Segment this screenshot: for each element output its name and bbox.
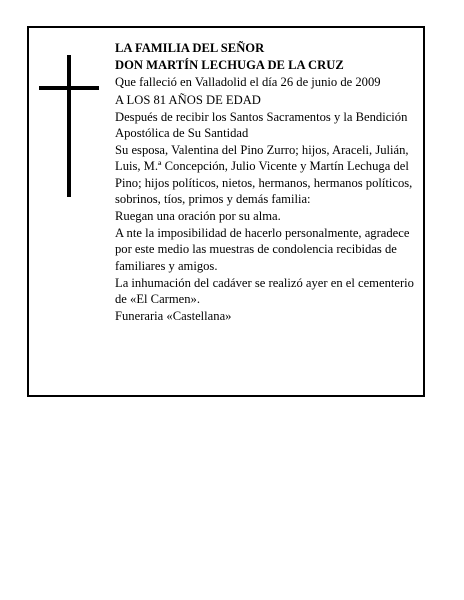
funeral-home: Funeraria «Castellana» (115, 309, 232, 324)
age-line: A LOS 81 AÑOS DE EDAD (115, 92, 261, 107)
death-info: Que falleció en Valladolid el día 26 de junio de 2009 (115, 75, 381, 90)
title-line-2: DON MARTÍN LECHUGA DE LA CRUZ (115, 58, 344, 73)
prayer-line: Ruegan una oración por su alma. (115, 209, 281, 224)
obituary-text (115, 40, 415, 325)
thanks-paragraph: A nte la imposibilidad de hacerlo personalmente, agradece por este medio las muestras de condolencia recibidas de familiares y amigos. (115, 226, 410, 273)
title-line-1: LA FAMILIA DEL SEÑOR (115, 41, 265, 55)
burial-paragraph: La inhumación del cadáver se realizó ayer en el cementerio de «El Carmen». (115, 275, 414, 307)
cross-horizontal-bar (39, 86, 99, 90)
family-paragraph: Su esposa, Valentina del Pino Zurro; hijos, Araceli, Julián, Luis, M.ª Concepción, Julio Vicente y Martín Lechuga del Pino; hijos políticos, nietos, hermanos, hermanos políticos, sobrinos, tíos, primos y demás familia: (115, 143, 413, 206)
sacraments-paragraph: Después de recibir los Santos Sacramentos y la Bendición Apostólica de Su Santidad (115, 109, 408, 141)
obituary-notice (27, 26, 425, 397)
cross-vertical-bar (67, 55, 71, 197)
